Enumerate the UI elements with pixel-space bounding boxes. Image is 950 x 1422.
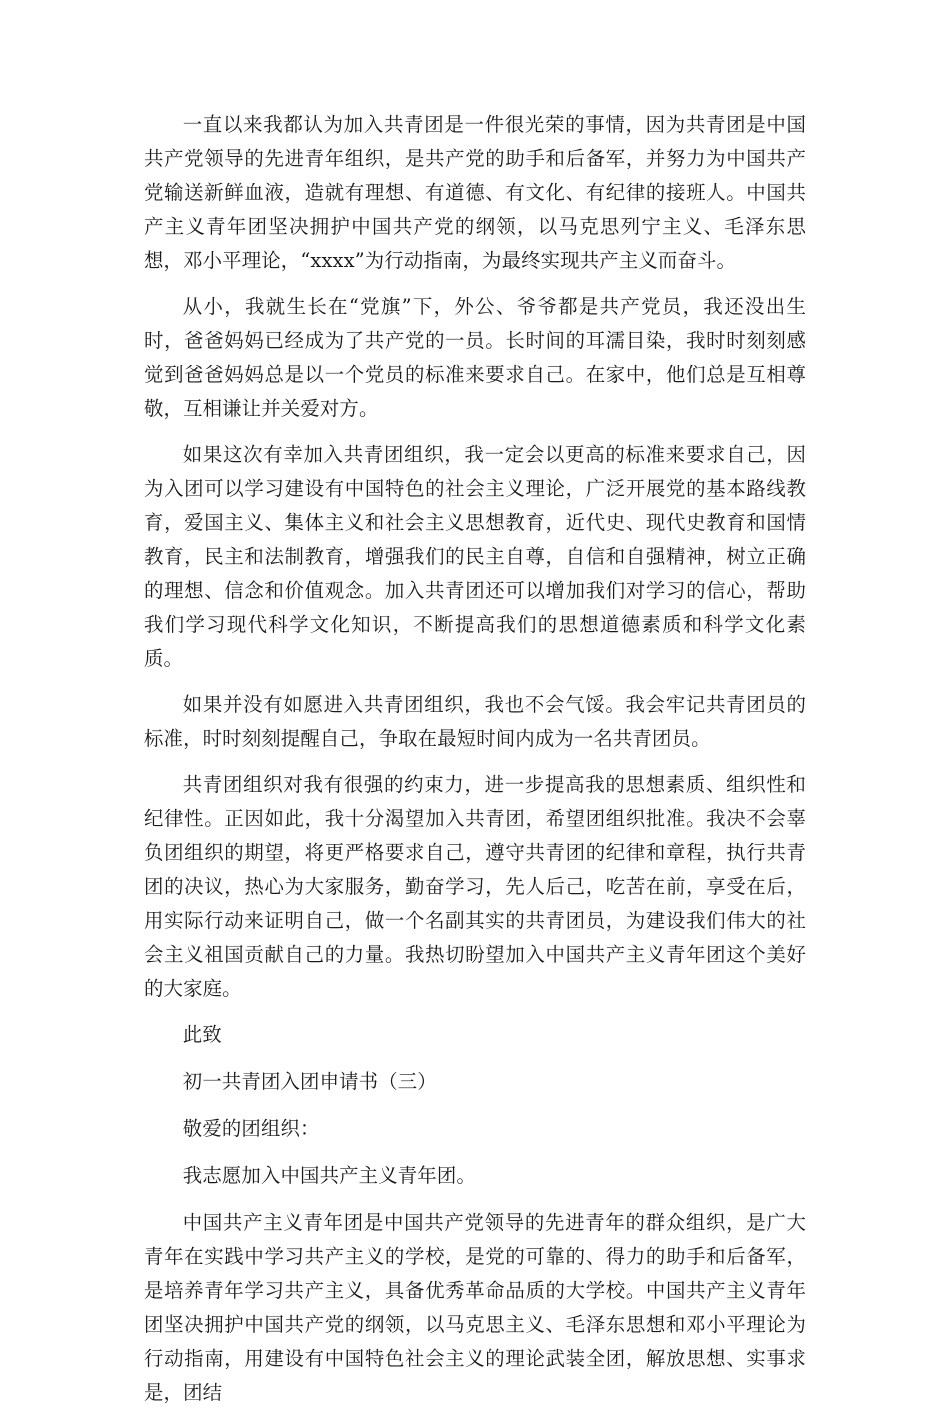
section-heading: 初一共青团入团申请书（三） (182, 1070, 437, 1093)
paragraph-intro: 一直以来我都认为加入共青团是一件很光荣的事情，因为共青团是中国共产党领导的先进青年组织，是共产党的助手和后备军，并努力为中国共产党输送新鲜血液，造就有理想、有道德、有文化、有纪律的接班人。中国共产主义青年团坚决拥护中国共产党的纲领，以马克思列宁主义、毛泽东思想，邓小平理论，“xxxx”为行动指南，为最终实现共产主义而奋斗。 (144, 113, 806, 272)
paragraph-if-not-admitted: 如果并没有如愿进入共青团组织，我也不会气馁。我会牢记共青团员的标准，时时刻刻提醒自己，争取在最短时间内成为一名共青团员。 (144, 693, 806, 750)
document-page (144, 108, 806, 1422)
greeting: 敬爱的团组织： (182, 1117, 320, 1140)
paragraph-if-admitted: 如果这次有幸加入共青团组织，我一定会以更高的标准来要求自己，因为入团可以学习建设有中国特色的社会主义理论，广泛开展党的基本路线教育，爱国主义、集体主义和社会主义思想教育，近代史、现代史教育和国情教育，民主和法制教育，增强我们的民主自尊，自信和自强精神，树立正确的理想、信念和价值观念。加入共青团还可以增加我们对学习的信心，帮助我们学习现代科学文化知识，不断提高我们的思想道德素质和科学文化素质。 (144, 443, 806, 670)
closing-salutation: 此致 (182, 1023, 222, 1046)
paragraph-childhood: 从小，我就生长在“党旗”下，外公、爷爷都是共产党员，我还没出生时，爸爸妈妈已经成为了共产党的一员。长时间的耳濡目染，我时时刻刻感觉到爸爸妈妈总是以一个党员的标准来要求自己。在家中，他们总是互相尊敬，互相谦让并关爱对方。 (144, 295, 806, 420)
paragraph-commitment: 共青团组织对我有很强的约束力，进一步提高我的思想素质、组织性和纪律性。正因如此，我十分渴望加入共青团，希望团组织批准。我决不会辜负团组织的期望，将更严格要求自己，遵守共青团的纪律和章程，执行共青团的决议，热心为大家服务，勤奋学习，先人后己，吃苦在前，享受在后，用实际行动来证明自己，做一个名副其实的共青团员，为建设我们伟大的社会主义祖国贡献自己的力量。我热切盼望加入中国共产主义青年团这个美好的大家庭。 (144, 773, 806, 1000)
statement-of-intent: 我志愿加入中国共产主义青年团。 (182, 1164, 476, 1187)
paragraph-league-description: 中国共产主义青年团是中国共产党领导的先进青年的群众组织，是广大青年在实践中学习共产主义的学校，是党的可靠的、得力的助手和后备军，是培养青年学习共产主义，具备优秀革命品质的大学校。中国共产主义青年团坚决拥护中国共产党的纲领，以马克思主义、毛泽东思想和邓小平理论为行动指南，用建设有中国特色社会主义的理论武装全团，解放思想、实事求是，团结 (144, 1211, 806, 1404)
